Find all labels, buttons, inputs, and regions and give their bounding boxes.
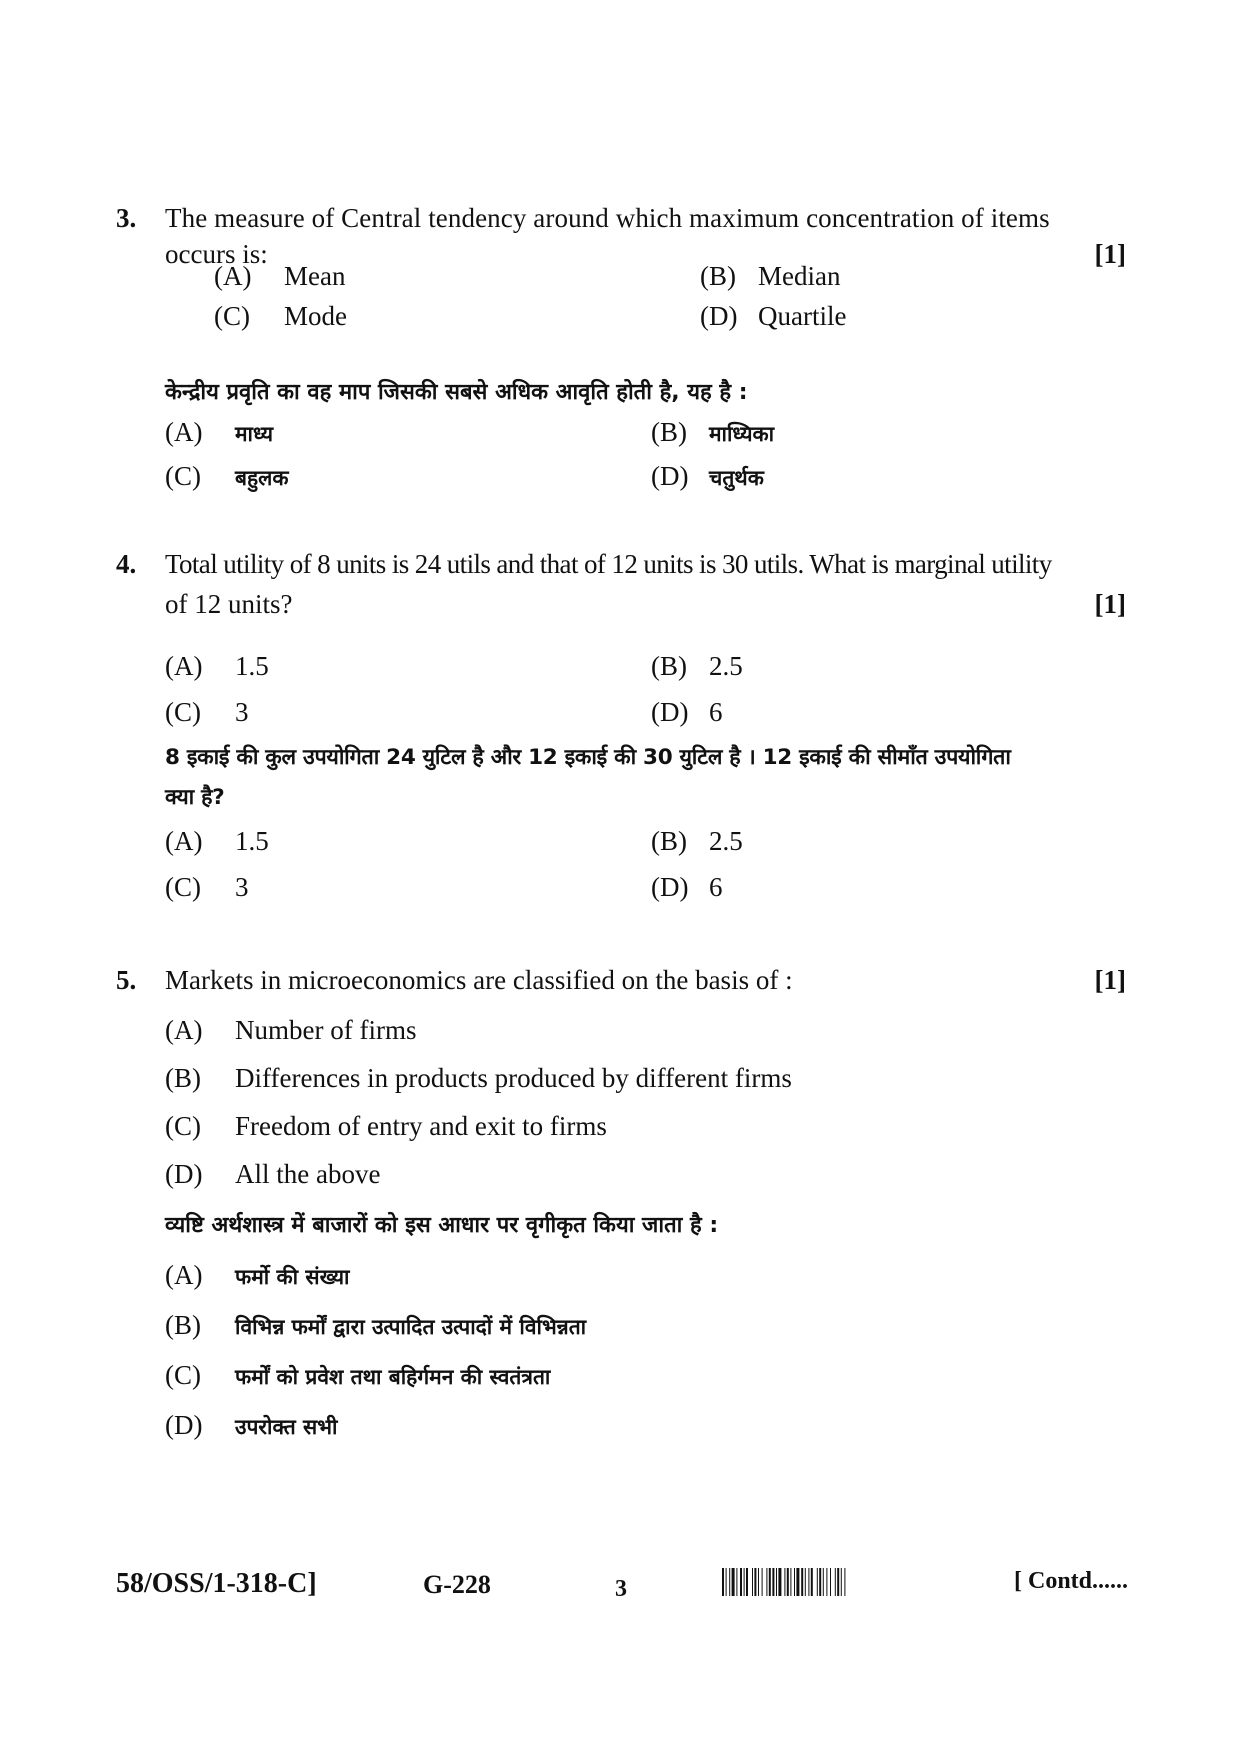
question-4	[116, 546, 1126, 622]
option-b: (B) Median	[700, 261, 841, 291]
option-a: (A) 1.5	[165, 651, 269, 681]
option-b-hindi: (B) 2.5	[651, 826, 743, 856]
option-c-hindi: (C) फर्मों को प्रवेश तथा बहिर्गमन की स्वतंत्रता	[165, 1360, 551, 1390]
question-number: 3.	[116, 203, 137, 233]
question-number: 4.	[116, 549, 137, 579]
paper-code: 58/OSS/1-318-C]	[116, 1568, 317, 1599]
option-b: (B) Differences in products produced by different firms	[165, 1063, 792, 1093]
option-c-hindi: (C) बहुलक	[165, 461, 289, 491]
marks-badge: [1]	[1094, 239, 1126, 269]
option-d-hindi: (D) 6	[651, 872, 723, 902]
continued-label: [ Contd......	[1014, 1568, 1129, 1594]
barcode-icon	[722, 1568, 948, 1596]
question-number: 5.	[116, 965, 137, 995]
question-4-hindi: 8 इकाई की कुल उपयोगिता 24 युटिल है और 12 इकाई की 30 युटिल है । 12 इकाई की सीमाँत उपयोगिता क्या है?	[165, 745, 1011, 810]
option-c-hindi: (C) 3	[165, 872, 249, 902]
options-hi	[116, 823, 1126, 913]
option-a: (A) Mean	[214, 261, 346, 291]
question-text: Total utility of 8 units is 24 utils and that of 12 units is 30 utils. What is marginal utility of 12 units? [1]	[165, 546, 1126, 622]
options-en	[165, 258, 1175, 338]
options-en	[116, 1012, 1126, 1212]
option-d: (D) Quartile	[700, 301, 847, 331]
option-d: (D) All the above	[165, 1159, 381, 1189]
question-text: The measure of Central tendency around which maximum concentration of items occurs is: [1]	[165, 200, 1126, 272]
options-hi	[116, 1257, 1126, 1457]
option-b: (B) 2.5	[651, 651, 743, 681]
option-c: (C) Mode	[214, 301, 347, 331]
question-5-hindi: व्यष्टि अर्थशास्त्र में बाजारों को इस आधार पर वृगीकृत किया जाता है :	[165, 1213, 719, 1238]
option-b-hindi: (B) माध्यिका	[651, 417, 775, 447]
option-d: (D) 6	[651, 697, 723, 727]
marks-badge: [1]	[1094, 589, 1126, 619]
option-d-hindi: (D) चतुर्थक	[651, 461, 764, 491]
option-d-hindi: (D) उपरोक्त सभी	[165, 1410, 338, 1440]
question-3-hindi: केन्द्रीय प्रवृति का वह माप जिसकी सबसे अधिक आवृति होती है, यह है :	[165, 380, 748, 405]
option-a-hindi: (A) 1.5	[165, 826, 269, 856]
page-footer	[116, 1568, 1129, 1608]
options-hi	[116, 414, 1126, 504]
page-number: 3	[615, 1576, 627, 1602]
marks-badge: [1]	[1094, 965, 1126, 995]
option-b-hindi: (B) विभिन्न फर्मों द्वारा उत्पादित उत्पादों में विभिन्नता	[165, 1310, 587, 1340]
option-c: (C) 3	[165, 697, 249, 727]
option-a-hindi: (A) माध्य	[165, 417, 274, 447]
question-text: Markets in microeconomics are classified on the basis of : [1]	[165, 962, 1126, 998]
question-5	[116, 962, 1126, 998]
option-c: (C) Freedom of entry and exit to firms	[165, 1111, 607, 1141]
series-code: G-228	[423, 1570, 491, 1599]
option-a: (A) Number of firms	[165, 1015, 417, 1045]
options-en	[116, 648, 1126, 738]
option-a-hindi: (A) फर्मो की संख्या	[165, 1260, 350, 1290]
